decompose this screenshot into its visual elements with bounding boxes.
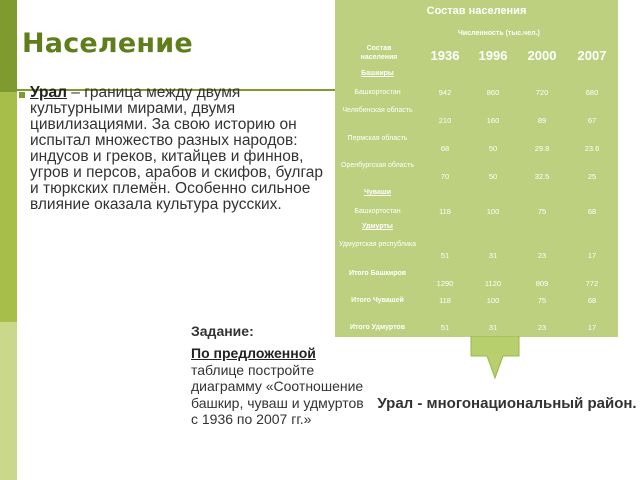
task-text: [191, 345, 371, 428]
task-lead: По предложенной: [191, 345, 316, 361]
table-cell: 68: [440, 144, 450, 153]
table-cell: 31: [488, 323, 498, 332]
table-cell: 31: [488, 251, 498, 260]
task-body: таблице постройте диаграмму «Соотношение башкир, чуваш и удмуртов с 1936 по 2007 гг.»: [191, 361, 364, 427]
table-cell: 860: [486, 88, 500, 97]
table-cell: 29.8: [534, 144, 550, 153]
year-header-2000: 2000: [527, 48, 557, 63]
group-chuvash: Чуваши: [363, 189, 392, 196]
table-cell: 51: [440, 251, 450, 260]
table-cell: 75: [537, 207, 547, 216]
table-cell: 160: [486, 116, 500, 125]
row-label: Итого Удмуртов: [349, 324, 406, 331]
table-cell: 68: [587, 207, 597, 216]
side-bar-segment-top: [0, 0, 17, 92]
decorative-side-bar: [0, 0, 17, 480]
intro-lead-word: Урал: [30, 84, 67, 101]
group-udmurts: Удмурты: [362, 223, 393, 230]
year-header-2007: 2007: [577, 48, 607, 63]
table-cell: 100: [486, 296, 500, 305]
table-cell: 25: [587, 172, 597, 181]
year-header-1936: 1936: [430, 48, 460, 63]
table-cell: 210: [438, 116, 452, 125]
table-cell: 50: [488, 172, 498, 181]
row-label: Башкортостан: [354, 208, 401, 215]
table-cell: 17: [587, 323, 597, 332]
table-cell: 67: [587, 116, 597, 125]
table-cell: 89: [537, 116, 547, 125]
table-cell: 51: [440, 323, 450, 332]
row-label: Итого Башкиров: [348, 270, 407, 277]
table-cell: 680: [585, 88, 599, 97]
table-cell: 23: [537, 251, 547, 260]
row-label: Пермская область: [347, 135, 408, 142]
row-label: Оренбургская область: [341, 162, 414, 169]
row-label: Башкортостан: [354, 89, 401, 96]
side-bar-segment-middle: [0, 92, 17, 322]
group-bashkirs: Башкиры: [361, 70, 394, 77]
table-cell: 1290: [436, 279, 454, 288]
intro-paragraph: [30, 85, 328, 213]
count-header: Численность (тыс.чел.): [458, 30, 540, 37]
conclusion-text: Урал - многонациональный район.: [377, 395, 637, 412]
table-cell: 772: [585, 279, 599, 288]
table-cell: 32.5: [534, 172, 550, 181]
table-cell: 720: [535, 88, 549, 97]
task-label: Задание:: [191, 323, 254, 339]
table-cell: 17: [587, 251, 597, 260]
population-table: [335, 0, 618, 337]
table-cell: 23.6: [584, 144, 600, 153]
table-cell: 118: [439, 207, 451, 216]
row-label: Итого Чувашей: [351, 297, 404, 304]
row-label: Челябинская область: [342, 107, 413, 114]
table-cell: 70: [440, 172, 450, 181]
table-cell: 23: [537, 323, 547, 332]
table-cell: 809: [535, 279, 549, 288]
row-label: Удмуртская республика: [339, 241, 416, 248]
table-cell: 68: [587, 296, 597, 305]
table-cell: 118: [439, 296, 451, 305]
table-cell: 50: [488, 144, 498, 153]
table-title: Состав населения: [426, 5, 527, 17]
side-bar-segment-bottom: [0, 322, 17, 480]
down-arrow-icon: [467, 336, 523, 382]
table-cell: 100: [486, 207, 500, 216]
table-cell: 1120: [484, 279, 502, 288]
year-header-1996: 1996: [478, 48, 508, 63]
page-title: Население: [22, 28, 193, 59]
bullet-square-icon: [19, 92, 25, 98]
intro-body: – граница между двумя культурными мирами, двумя цивилизациями. За свою историю он испытал множество разных народов: индусов и греков, китайцев и финнов, угров и персов, арабов и скифов, булгар и тюркских племён. Особенно сильное влияние оказала культура русских.: [30, 84, 323, 213]
table-cell: 942: [438, 88, 452, 97]
composition-header: Состав населения: [360, 45, 398, 61]
table-cell: 75: [537, 296, 547, 305]
